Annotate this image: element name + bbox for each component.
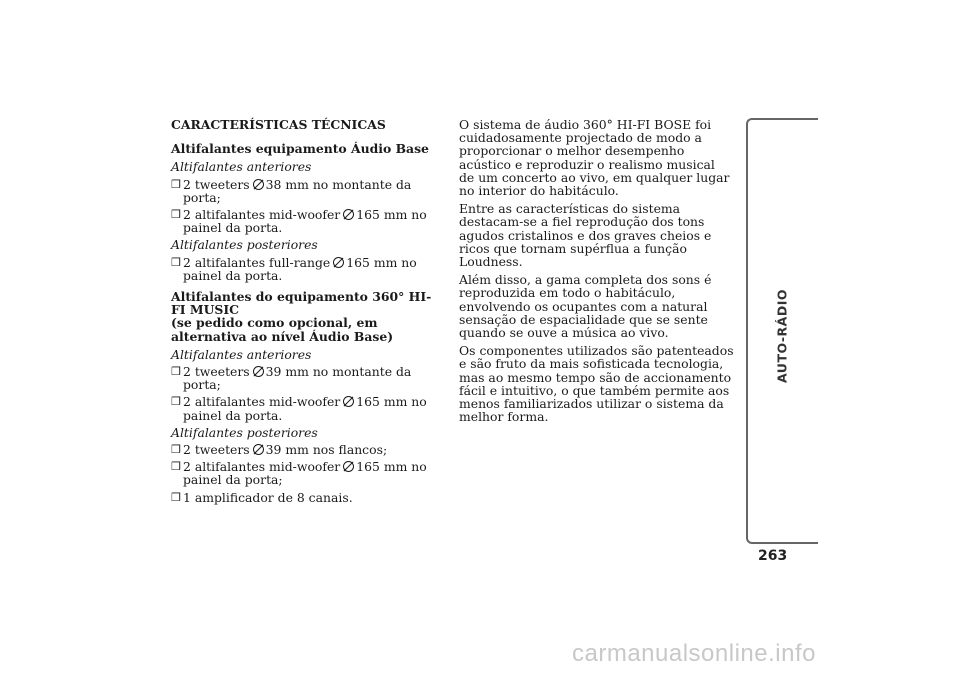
diameter-icon <box>343 461 354 472</box>
watermark: carmanualsonline.info <box>572 640 816 667</box>
body-paragraph: Entre as características do sistema destacam-se a fiel reprodução dos tons agudos cristalinos e dos graves cheios e ricos que tornam supérflua a função Loudness. <box>459 201 712 270</box>
list-item <box>171 256 443 282</box>
item-dimension-text: 165 mm no painel da porta; <box>183 459 427 488</box>
list-item <box>171 443 443 456</box>
item-dimension-text: 165 mm no painel da porta. <box>183 394 427 423</box>
bullet-icon: ❒ <box>171 208 181 222</box>
diameter-icon <box>253 444 264 455</box>
bullet-icon: ❒ <box>171 490 181 504</box>
item-dimension-text: 165 mm no painel da porta. <box>183 254 417 283</box>
hifi-heading-line1: Altifalantes do equipamento 360° HI-FI MUSIC <box>171 289 432 318</box>
item-dimension-text: 39 mm nos flancos; <box>265 442 388 458</box>
list-item <box>171 460 443 486</box>
item-text: 2 tweeters <box>183 442 250 458</box>
list-item <box>171 491 443 504</box>
rear-speakers-label: Altifalantes posteriores <box>171 237 318 253</box>
front-speakers-label: Altifalantes anteriores <box>171 159 312 175</box>
body-paragraph: Além disso, a gama completa dos sons é reproduzida em todo o habitáculo, envolvendo os ocupantes com a natural sensação de espacialidade que se sente quando se ouve a música ao vivo. <box>459 272 712 341</box>
hifi-heading <box>171 290 443 343</box>
item-dimension-text: 165 mm no painel da porta. <box>183 207 427 236</box>
diameter-icon <box>343 396 354 407</box>
page-number: 263 <box>758 548 788 564</box>
item-text: 2 altifalantes mid-woofer <box>183 459 341 475</box>
item-text: 2 altifalantes mid-woofer <box>183 207 341 223</box>
item-text: 2 altifalantes full-range <box>183 254 331 270</box>
item-dimension-text: 38 mm no montante da porta; <box>183 176 412 205</box>
item-text: 1 amplificador de 8 canais. <box>183 489 353 505</box>
bullet-icon: ❒ <box>171 255 181 269</box>
bullet-icon: ❒ <box>171 460 181 474</box>
audio-base-heading: Altifalantes equipamento Áudio Base <box>171 141 429 157</box>
bullet-icon: ❒ <box>171 395 181 409</box>
list-item <box>171 365 443 391</box>
left-column <box>171 118 443 508</box>
bullet-icon: ❒ <box>171 177 181 191</box>
right-column <box>459 118 734 428</box>
item-text: 2 altifalantes mid-woofer <box>183 394 341 410</box>
body-paragraph: O sistema de áudio 360° HI-FI BOSE foi cuidadosamente projectado de modo a proporcionar o melhor desempenho acústico e reproduzir o realismo musical de um concerto ao vivo, em qualquer lugar no interior do habitáculo. <box>459 117 730 199</box>
hifi-heading-line2: (se pedido como opcional, em alternativa ao nível Áudio Base) <box>171 315 394 344</box>
diameter-icon <box>333 257 344 268</box>
rear-speakers-label: Altifalantes posteriores <box>171 424 318 440</box>
section-title: CARACTERÍSTICAS TÉCNICAS <box>171 117 386 132</box>
item-text: 2 tweeters <box>183 176 250 192</box>
list-item <box>171 208 443 234</box>
bullet-icon: ❒ <box>171 365 181 379</box>
diameter-icon <box>253 366 264 377</box>
item-text: 2 tweeters <box>183 364 250 380</box>
front-speakers-label: Altifalantes anteriores <box>171 346 312 362</box>
list-item <box>171 178 443 204</box>
item-dimension-text: 39 mm no montante da porta; <box>183 364 412 393</box>
list-item <box>171 395 443 421</box>
diameter-icon <box>343 209 354 220</box>
chapter-tab-label: AUTO-RÁDIO <box>774 289 790 383</box>
body-paragraph: Os componentes utilizados são patenteados e são fruto da mais sofisticada tecnologia, mas ao mesmo tempo são de accionamento fácil e intuitivo, o que também permite aos menos familiarizados utilizar o sistema da melhor forma. <box>459 343 734 425</box>
bullet-icon: ❒ <box>171 443 181 457</box>
diameter-icon <box>253 179 264 190</box>
